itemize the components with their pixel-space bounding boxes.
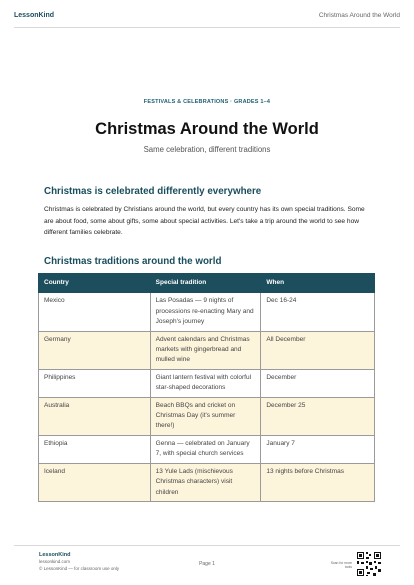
cell-tradition: Giant lantern festival with colorful star-shaped decorations [150,369,261,397]
table-row [39,331,375,369]
page-number: Page 1 [199,561,215,567]
cell-when: All December [261,331,375,369]
table-row [39,435,375,463]
table-row [39,293,375,331]
cell-tradition: Las Posadas — 9 nights of processions re-enacting Mary and Joseph's journey [150,293,261,331]
section-heading-traditions: Christmas traditions around the world [44,256,222,267]
cell-country: Mexico [39,293,151,331]
cell-tradition: Advent calendars and Christmas markets with gingerbread and mulled wine [150,331,261,369]
page-footer [14,545,400,579]
kicker: FESTIVALS & CELEBRATIONS · GRADES 1–4 [143,99,271,105]
cell-country: Philippines [39,369,151,397]
column-header-country: Country [39,274,151,293]
cell-tradition: 13 Yule Lads (mischievous Christmas characters) visit children [150,463,261,501]
cell-tradition: Beach BBQs and cricket on Christmas Day (it's summer there!) [150,397,261,435]
traditions-table [38,273,375,502]
table-header-row [39,274,375,293]
cell-country: Iceland [39,463,151,501]
column-header-when: When [261,274,375,293]
cell-country: Germany [39,331,151,369]
cell-when: December [261,369,375,397]
table-row [39,463,375,501]
section-heading-intro: Christmas is celebrated differently everywhere [44,186,262,197]
footer-brand: LessonKind [39,552,71,558]
cell-when: Dec 16-24 [261,293,375,331]
cell-when: January 7 [261,435,375,463]
cell-when: December 25 [261,397,375,435]
cell-country: Ethiopia [39,435,151,463]
intro-paragraph: Christmas is celebrated by Christians around the world, but every country has its own special traditions. Some are about food, some about gifts, some about special activities. Let's take a trip around the world to see how different families celebrate. [44,206,365,236]
table-row [39,397,375,435]
header-brand[interactable]: LessonKind [14,12,55,19]
cell-when: 13 nights before Christmas [261,463,375,501]
footer-copyright: © LessonKind — for classroom use only [39,566,120,571]
top-header [14,12,400,28]
cell-country: Australia [39,397,151,435]
footer-site-link[interactable]: lessonkind.com [39,559,71,564]
cell-tradition: Genna — celebrated on January 7, with special church services [150,435,261,463]
header-doc-title: Christmas Around the World [318,12,400,19]
qr-caption: Scan for more tools [330,561,352,569]
page-title: Christmas Around the World [95,120,319,138]
table-row [39,369,375,397]
page-subtitle: Same celebration, different traditions [143,145,271,154]
column-header-tradition: Special tradition [150,274,261,293]
qr-code-icon[interactable] [356,551,382,577]
